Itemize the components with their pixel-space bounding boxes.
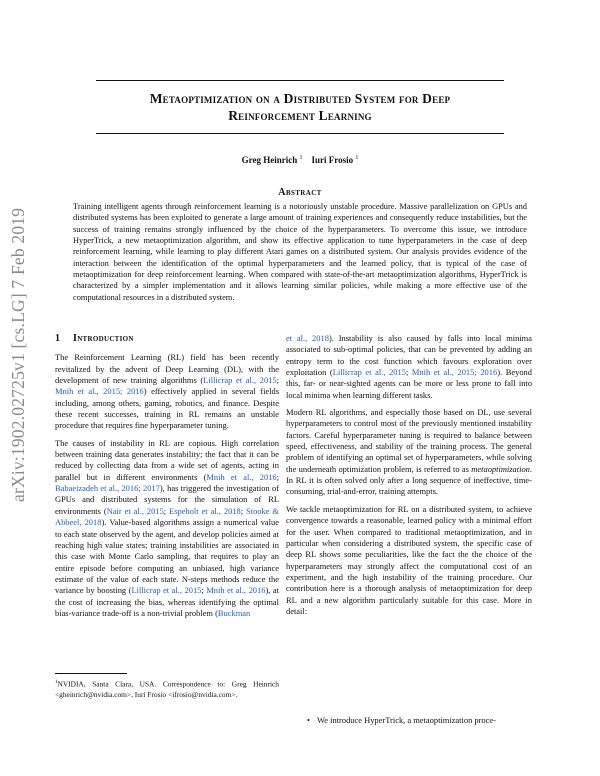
citation-link[interactable]: Stooke & Abbeel, 2018 (55, 505, 279, 528)
citation-link[interactable]: Mnih et al., 2015; 2016 (55, 386, 144, 397)
section-title: Introduction (73, 333, 134, 344)
citation-link[interactable]: Mnih et al., 2015; 2016 (411, 367, 498, 378)
intro-paragraph-1: The Reinforcement Learning (RL) field has been recently revitalized by the advent of Deep Learning (DL), with the development of new training algorithms (Lillicrap et al., 2015; Mnih et al., 2015; 2016) effectively applied in several fields including, among others, gaming, robotics, and finance. Despite these recent successes, training in RL remains an unstable procedure that requires fine hyperparameter tuning. (55, 352, 280, 431)
author-list (100, 155, 500, 165)
intro-paragraph-4: Modern RL algorithms, and especially those based on DL, use several hyperparameters to control most of the previously mentioned instability factors. Careful hyperparameter tuning is required to balance between speed, effectiveness, and stability of the training process. The general problem of identifying an optimal set of hyperparameters, while solving the underneath optimization problem, is referred to as metaoptimization. In RL it is often solved only after a long sequence of ineffective, time-consuming, trial-and-error, training attempts. (286, 407, 532, 497)
footnote-mark: 1 (55, 680, 58, 685)
intro-paragraph-3: et al., 2018). Instability is also caused by falls into local minima associated to sub-optimal policies, that can be prevented by adding an entropy term to the cost function which favours exploration over exploitation (Lillicrap et al., 2015; Mnih et al., 2015; 2016). Beyond this, far- or near-sighted agents can be more or less prone to fall into local minima when learning different tasks. (286, 333, 532, 400)
left-column (55, 333, 279, 625)
citation-link[interactable]: et al., 2018 (286, 333, 329, 343)
arxiv-watermark: arXiv:1902.02725v1 [cs.LG] 7 Feb 2019 (8, 207, 28, 503)
bullet-icon: • (307, 715, 310, 725)
citation-link[interactable]: Babaeizadeh et al., 2016; 2017 (55, 483, 160, 494)
right-column (286, 333, 532, 623)
author-name: Greg Heinrich (241, 155, 298, 165)
citation-link[interactable]: Lillicrap et al., 2015 (332, 367, 406, 378)
abstract-heading: Abstract (278, 187, 322, 198)
author-name: Iuri Frosio (311, 155, 354, 165)
title-top-rule (96, 80, 504, 81)
footnote (55, 678, 279, 700)
citation-link[interactable]: Lillicrap et al., 2015 (131, 585, 202, 596)
contribution-bullet (307, 715, 532, 726)
footnote-text: NVIDIA, Santa Clara, USA. Correspondence to: Greg Heinrich <gheinrich@nvidia.com>, Iuri Frosio <ifrosio@nvidia.com>. (55, 679, 279, 699)
citation-link[interactable]: Mnih et al., 2016 (206, 585, 266, 596)
section-number: 1 (55, 333, 61, 344)
citation-link[interactable]: Nair et al., 2015 (106, 505, 164, 516)
bullet-text: We introduce HyperTrick, a metaoptimization proce- (317, 715, 496, 725)
title-line-2: Reinforcement Learning (228, 108, 372, 123)
intro-paragraph-5: We tackle metaoptimization for RL on a distributed system, to achieve convergence towards a reasonable, learned policy with a minimal effort for the user. When compared to traditional metaoptimization, and in particular when considering a distributed system, the specific case of deep RL shows some peculiarities, like the fact the the choice of the hyperparameters may strongly affect the computational cost of an experiment, and the high instability of the training procedure. Our contribution here is a thorough analysis of metaoptimization for deep RL and a new algorithm particularly suitable for this case. More in detail: (286, 503, 532, 616)
citation-link[interactable]: Mnih et al., 2016 (206, 471, 277, 482)
footnote-rule (55, 673, 127, 674)
abstract-text: Training intelligent agents through reinforcement learning is a notoriously unstable procedure. Massive parallelization on GPUs and distributed systems has been exploited to generate a large amount of training experiences and consequently reduce instabilities, but the success of training remains strongly influenced by the choice of the hyperparameters. To overcome this issue, we introduce HyperTrick, a new metaoptimization algorithm, and show its effective application to tune hyperparameters in the case of deep reinforcement learning, while learning to play different Atari games on a distributed system. Our analysis provides evidence of the interaction between the identification of the optimal hyperparameters and the learned policy, that is typical of the case of metaoptimization for deep reinforcement learning. When compared with state-of-the-art metaoptimization algorithms, HyperTrick is characterized by a simpler implementation and it allows learning similar policies, while making a more effective use of the computational resources in a distributed system. (73, 202, 527, 302)
section-heading (55, 333, 279, 344)
citation-link[interactable]: Lillicrap et al., 2015 (203, 375, 277, 386)
title-bottom-rule (96, 133, 504, 134)
author-affiliation: 1 (355, 155, 359, 161)
citation-link[interactable]: Espeholt et al., 2018 (169, 505, 241, 516)
author-affiliation: 1 (299, 155, 303, 161)
paper-title (70, 90, 530, 124)
citation-link[interactable]: Buckman (217, 607, 251, 618)
title-line-1: Metaoptimization on a Distributed System for Deep (149, 91, 451, 106)
intro-paragraph-2: The causes of instability in RL are copious. High correlation between training data generates instability; the fact that it can be reduced by collecting data from a wide set of agents, acting in parallel but in different environments (Mnih et al., 2016; Babaeizadeh et al., 2016; 2017), has triggered the investigation of GPUs and distributed systems for the simulation of RL environments (Nair et al., 2015; Espeholt et al., 2018; Stooke & Abbeel, 2018). Value-based algorithms assign a numerical value to each state observed by the agent, and develop policies aimed at reaching high value states; training instabilities are associated in this case with Monte Carlo sampling, that requires to play an entire episode before computing an unbiased, high variance estimate of the value of each state. N-steps methods reduce the variance by boosting (Lillicrap et al., 2015; Mnih et al., 2016), at the cost of increasing the bias, whereas identifying the optimal bias-variance trade-off is a non-trivial problem (Buckman (55, 437, 280, 618)
